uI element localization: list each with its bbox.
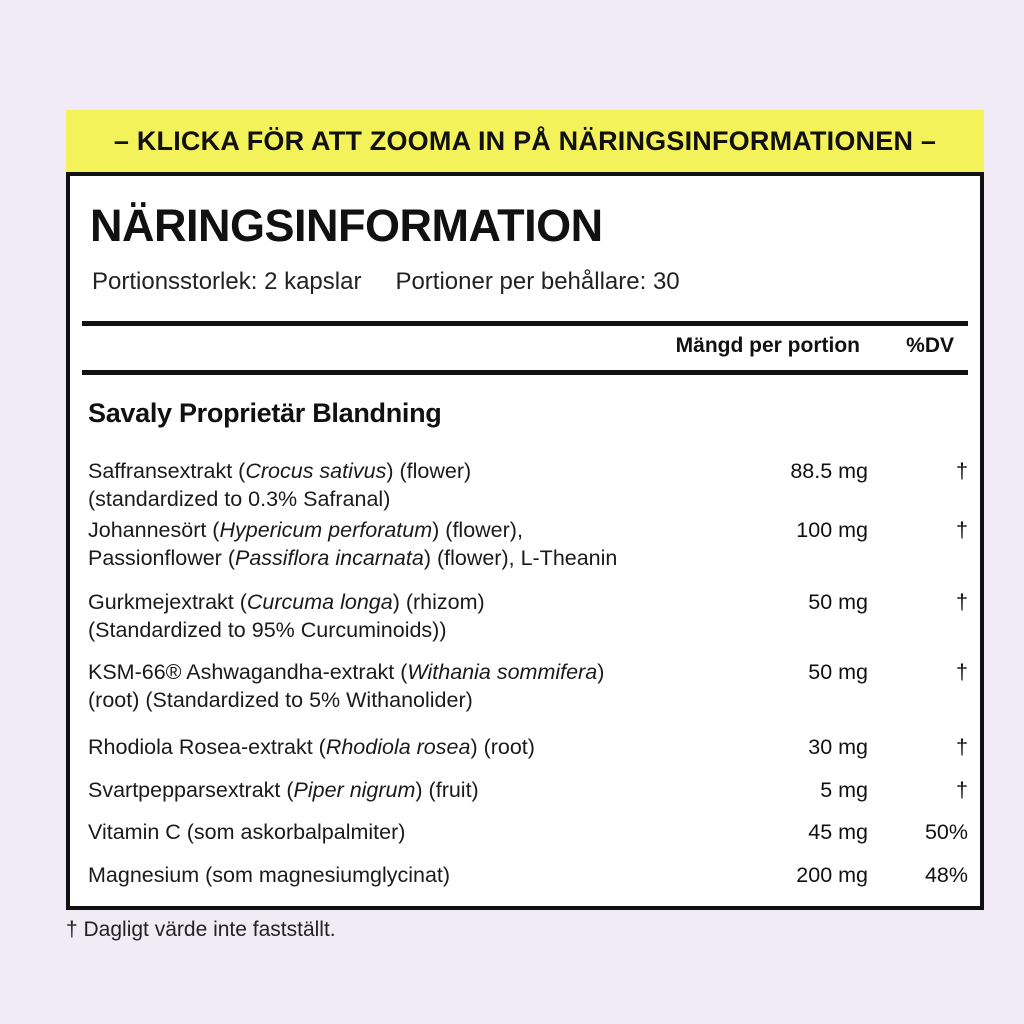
ingredient-dv: 50% [924, 820, 968, 844]
ingredient-row [88, 776, 968, 804]
ingredient-dv: † [956, 590, 968, 614]
ingredient-name: Magnesium (som magnesiumglycinat) [88, 863, 451, 887]
column-header-amount: Mängd per portion [675, 334, 860, 357]
blend-title: Savaly Proprietär Blandning [88, 398, 442, 428]
ingredient-row [88, 861, 968, 889]
ingredient-name: Rhodiola Rosea-extrakt (Rhodiola rosea) (root) [88, 735, 535, 759]
footnote: † Dagligt värde inte fastställt. [66, 918, 336, 941]
zoom-banner[interactable]: – KLICKA FÖR ATT ZOOMA IN PÅ NÄRINGSINFORMATIONEN – [66, 110, 984, 172]
column-header-dv: %DV [906, 334, 954, 357]
ingredient-name: KSM-66® Ashwagandha-extrakt (Withania sommifera) (root) (Standardized to 5% Withanolider) [88, 660, 605, 712]
serving-size: Portionsstorlek: 2 kapslar [92, 268, 362, 295]
ingredient-name: Johannesört (Hypericum perforatum) (flower), Passionflower (Passiflora incarnata) (flower), L-Theanin [88, 518, 618, 570]
ingredient-amount: 200 mg [796, 863, 868, 887]
ingredient-dv: † [956, 735, 968, 759]
ingredient-name: Saffransextrakt (Crocus sativus) (flower) (standardized to 0.3% Safranal) [88, 459, 472, 511]
ingredient-row [88, 516, 968, 572]
divider-top [82, 321, 968, 326]
ingredient-amount: 5 mg [820, 778, 868, 802]
nutrition-panel [66, 172, 984, 910]
panel-title: NÄRINGSINFORMATION [90, 200, 603, 251]
ingredient-row [88, 733, 968, 761]
ingredient-name: Vitamin C (som askorbalpalmiter) [88, 820, 406, 844]
ingredient-dv: † [956, 518, 968, 542]
ingredient-dv: † [956, 660, 968, 684]
serving-info [92, 268, 680, 296]
ingredient-row [88, 588, 968, 644]
ingredient-name: Gurkmejextrakt (Curcuma longa) (rhizom) (Standardized to 95% Curcuminoids)) [88, 590, 485, 642]
ingredient-amount: 88.5 mg [790, 459, 868, 483]
ingredient-amount: 100 mg [796, 518, 868, 542]
ingredient-amount: 45 mg [808, 820, 868, 844]
ingredient-amount: 50 mg [808, 660, 868, 684]
ingredient-name: Svartpepparsextrakt (Piper nigrum) (fruit) [88, 778, 479, 802]
servings-per-container: Portioner per behållare: 30 [395, 268, 680, 295]
ingredient-amount: 30 mg [808, 735, 868, 759]
ingredient-row [88, 457, 968, 513]
ingredient-row [88, 818, 968, 846]
ingredient-dv: † [956, 459, 968, 483]
divider-bottom [82, 370, 968, 375]
ingredient-row [88, 658, 968, 714]
ingredient-amount: 50 mg [808, 590, 868, 614]
ingredient-dv: † [956, 778, 968, 802]
ingredient-dv: 48% [924, 863, 968, 887]
